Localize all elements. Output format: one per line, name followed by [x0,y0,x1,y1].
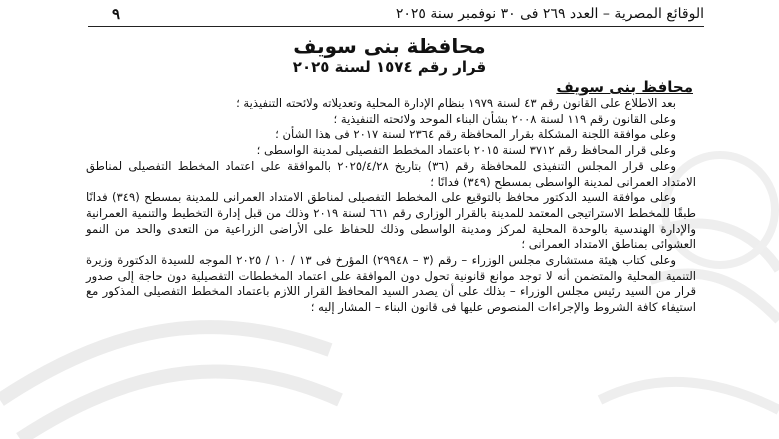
paragraph: وعلى القانون رقم ١١٩ لسنة ٢٠٠٨ بشأن البناء الموحد ولائحته التنفيذية ؛ [333,111,676,126]
paragraph: وعلى موافقة السيد الدكتور محافظ بالتوقيع على المخطط التفصيلى لمناطق الامتداد العمرانى للمدينة بمسطح (٣٤٩) فدانًا طبقًا للمخطط الاستراتيجى المعتمد للمدينة بالقرار الوزارى رقم ٦٦١ لسنة ٢٠١٩ وذلك من قبل إدارة التخطيط والتنمية العمرانية والإدارة الهندسية بالوحدة المحلية لمركز ومدينة الواسطى وذلك للحفاظ على الأراضى الزراعية من التعدى والحد من النمو العشوائى بمناطق الامتداد العمرانى ؛ [86,190,697,252]
issuer-heading: محافظ بنى سويف [556,78,693,96]
governorate-title: محافظة بنى سويف [293,34,486,58]
paragraph: بعد الاطلاع على القانون رقم ٤٣ لسنة ١٩٧٩ بنظام الإدارة المحلية وتعديلاته ولائحته التنفيذية ؛ [236,96,676,110]
paragraph: وعلى موافقة اللجنة المشكلة بقرار المحافظة رقم ٢٣٦٤ لسنة ٢٠١٧ فى هذا الشأن ؛ [275,127,676,142]
paragraph: وعلى كتاب هيئة مستشارى مجلس الوزراء – رقم (٣ – ٢٩٩٤٨) المؤرخ فى ١٣ / ١٠ / ٢٠٢٥ الموجه للسيدة الدكتورة وزيرة التنمية المحلية والمتضمن أنه لا توجد موانع قانونية تحول دون الموافقة على اعتماد المخططات التفصيلية دون حاجة إلى صدور قرار من السيد رئيس مجلس الوزراء – بذلك على أن يصدر السيد المحافظ القرار اللازم باعتماد المخطط التفصيلى المذكور مع استيفاء كافة الشروط والإجراءات المنصوص عليها فى قانون البناء – المشار إليه ؛ [86,253,696,315]
page-number: ٩ [112,5,121,23]
publication-line: الوقائع المصرية – العدد ٢٦٩ فى ٣٠ نوفمبر سنة ٢٠٢٥ [395,6,704,22]
decree-body [86,96,696,316]
paragraph: وعلى قرار المحافظ رقم ٣٧١٢ لسنة ٢٠١٥ باعتماد المخطط التفصيلى لمدينة الواسطى ؛ [256,143,676,158]
gazette-header [88,6,704,27]
decree-title: قرار رقم ١٥٧٤ لسنة ٢٠٢٥ [292,58,487,76]
paragraph: وعلى قرار المجلس التنفيذى للمحافظة رقم (٣٦) بتاريخ ٢٠٢٥/٤/٢٨ بالموافقة على اعتماد المخطط التفصيلى لمناطق الامتداد العمرانى لمدينة الواسطى بمسطح (٣٤٩) فدانًا ؛ [86,158,696,189]
